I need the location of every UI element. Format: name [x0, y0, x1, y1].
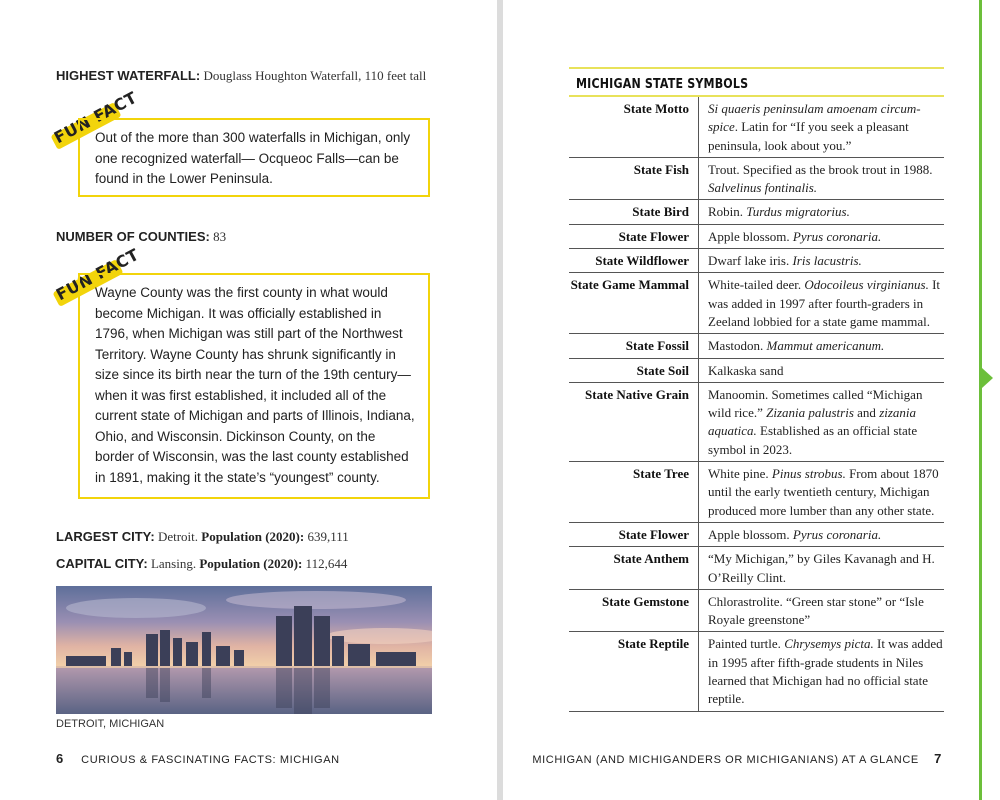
highest-waterfall-value: Douglass Houghton Waterfall, 110 feet tall	[203, 68, 427, 83]
table-row	[569, 97, 944, 158]
population-label: Population	[199, 556, 261, 571]
photo-caption: DETROIT, MICHIGAN	[56, 718, 165, 730]
symbol-name: State Bird	[569, 200, 699, 223]
symbol-description	[699, 334, 944, 357]
symbol-name: State Motto	[569, 97, 699, 157]
description-segment: Chrysemys picta.	[784, 636, 874, 652]
fun-fact-tag: FUN FACT	[52, 244, 143, 305]
symbol-name: State Fossil	[569, 334, 699, 357]
capital-city-value: Lansing.	[150, 556, 197, 571]
description-segment: Painted turtle.	[708, 636, 785, 652]
description-segment: Established as an official state symbol in 2023.	[708, 423, 918, 457]
description-segment: Salvelinus fontinalis.	[708, 180, 818, 196]
description-segment: Pyrus coronaria.	[792, 228, 882, 244]
description-segment: Zizania palustris	[766, 405, 854, 421]
description-segment: Iris lacustris.	[792, 253, 862, 269]
table-row	[569, 632, 944, 711]
description-segment: Si quaeris peninsulam amoenam circum-spice	[708, 101, 921, 135]
symbol-description	[699, 249, 944, 272]
description-segment: Odocoileus virginianus.	[804, 277, 929, 293]
symbols-table-header	[569, 67, 944, 97]
symbol-description	[699, 590, 944, 632]
description-segment: It was added in 1995 after fifth-grade students in Niles learned that Michigan had no official state reptile.	[708, 636, 943, 707]
description-segment: Turdus migratorius.	[746, 204, 850, 220]
description-segment: and	[853, 405, 880, 421]
table-row	[569, 462, 944, 523]
symbol-description	[699, 225, 944, 248]
table-row	[569, 200, 944, 224]
symbol-description	[699, 359, 944, 382]
description-segment: Mastodon.	[708, 338, 767, 354]
symbol-name: State Fish	[569, 158, 699, 200]
page-number: 7	[934, 751, 942, 766]
symbol-name: State Wildflower	[569, 249, 699, 272]
population-value: 112,644	[305, 556, 348, 571]
symbol-name: State Flower	[569, 225, 699, 248]
symbol-description	[699, 523, 944, 546]
fun-fact-tag: FUN FACT	[50, 87, 141, 148]
table-row	[569, 273, 944, 334]
description-segment: Robin.	[708, 204, 747, 220]
highest-waterfall-line	[56, 68, 426, 84]
capital-city-line	[56, 556, 347, 572]
description-segment: Trout. Specified as the brook trout in 1988.	[708, 161, 933, 177]
largest-city-value: Detroit.	[157, 529, 199, 544]
table-row	[569, 249, 944, 273]
fun-fact-text: Wayne County was the first county in what would become Michigan. It was officially established in 1796, when Michigan was still part of the Northwest Territory. Wayne County has shrunk significantly in size since its birth near the turn of the 19th century—when it was first established, it included all of the current state of Michigan and parts of Illinois, Indiana, Ohio, and Wisconsin. Dickinson County, on the border of Wisconsin, was the last county established in 1891, making it the state’s “youngest” county.	[95, 285, 415, 485]
description-segment: zizania aquatica.	[708, 405, 917, 439]
number-of-counties-line	[56, 229, 226, 245]
description-segment: Dwarf lake iris.	[708, 253, 793, 269]
description-segment: Pinus strobus.	[771, 466, 846, 482]
table-row	[569, 547, 944, 590]
number-of-counties-value: 83	[213, 229, 227, 244]
symbol-name: State Soil	[569, 359, 699, 382]
table-row	[569, 334, 944, 358]
description-segment: . Latin for “If you seek a pleasant peninsula, look about you.”	[708, 119, 909, 153]
population-label: Population	[201, 529, 262, 544]
description-segment: “My Michigan,” by Giles Kavanagh and H. O’Reilly Clint.	[708, 551, 935, 585]
detroit-skyline-photo	[56, 586, 432, 714]
edge-rule	[979, 0, 982, 800]
running-head: CURIOUS & FASCINATING FACTS: MICHIGAN	[81, 754, 340, 766]
right-footer	[532, 751, 942, 766]
symbol-name: State Anthem	[569, 547, 699, 589]
left-footer	[56, 751, 340, 766]
description-segment: White-tailed deer.	[708, 277, 805, 293]
right-page	[503, 0, 1000, 800]
population-year: (2020):	[265, 529, 305, 544]
fun-fact-text: Out of the more than 300 waterfalls in Michigan, only one recognized waterfall— Ocqueoc Falls—can be found in the Lower Peninsula.	[95, 130, 411, 186]
description-segment: Mammut americanum.	[766, 338, 885, 354]
symbol-name: State Reptile	[569, 632, 699, 710]
largest-city-line	[56, 529, 349, 545]
table-row	[569, 225, 944, 249]
table-row	[569, 359, 944, 383]
symbol-description	[699, 632, 944, 710]
description-segment: White pine.	[708, 466, 772, 482]
fun-fact-box	[78, 273, 430, 499]
highest-waterfall-label: HIGHEST WATERFALL:	[56, 68, 201, 83]
symbol-name: State Native Grain	[569, 383, 699, 461]
left-page	[0, 0, 497, 800]
table-row	[569, 590, 944, 633]
running-head: MICHIGAN (AND MICHIGANDERS OR MICHIGANIANS) AT A GLANCE	[532, 754, 919, 766]
page-number: 6	[56, 751, 64, 766]
table-row	[569, 158, 944, 201]
population-value: 639,111	[307, 529, 349, 544]
population-year: (2020):	[263, 556, 303, 571]
symbol-description	[699, 273, 944, 333]
description-segment: From about 1870 until the early twentieth century, Michigan produced more lumber than any other state.	[708, 466, 939, 518]
capital-city-label: CAPITAL CITY:	[56, 556, 148, 571]
description-segment: Kalkaska sand	[708, 362, 784, 378]
symbol-name: State Flower	[569, 523, 699, 546]
description-segment: Apple blossom.	[708, 228, 793, 244]
description-segment: Manoomin. Sometimes called “Michigan wild rice.”	[708, 386, 923, 421]
symbol-description	[699, 97, 944, 157]
fun-fact-box	[78, 118, 430, 197]
table-row	[569, 523, 944, 547]
description-segment: Chlorastrolite. “Green star stone” or “Isle Royale greenstone”	[708, 593, 924, 628]
symbol-description	[699, 200, 944, 223]
symbol-description	[699, 547, 944, 589]
description-segment: It was added in 1997 after fourth-graders in Zeeland lobbied for a state game mammal.	[708, 277, 941, 329]
symbol-name: State Game Mammal	[569, 273, 699, 333]
largest-city-label: LARGEST CITY:	[56, 529, 155, 544]
number-of-counties-label: NUMBER OF COUNTIES:	[56, 229, 210, 244]
symbol-description	[699, 383, 944, 461]
page-arrow-icon	[982, 368, 993, 388]
description-segment: Pyrus coronaria.	[792, 526, 882, 542]
symbol-name: State Gemstone	[569, 590, 699, 632]
symbol-description	[699, 158, 944, 200]
description-segment: Apple blossom.	[708, 526, 793, 542]
symbol-name: State Tree	[569, 462, 699, 522]
symbols-table-title: MICHIGAN STATE SYMBOLS	[576, 76, 749, 92]
symbols-table	[569, 97, 944, 712]
table-row	[569, 383, 944, 462]
symbol-description	[699, 462, 944, 522]
